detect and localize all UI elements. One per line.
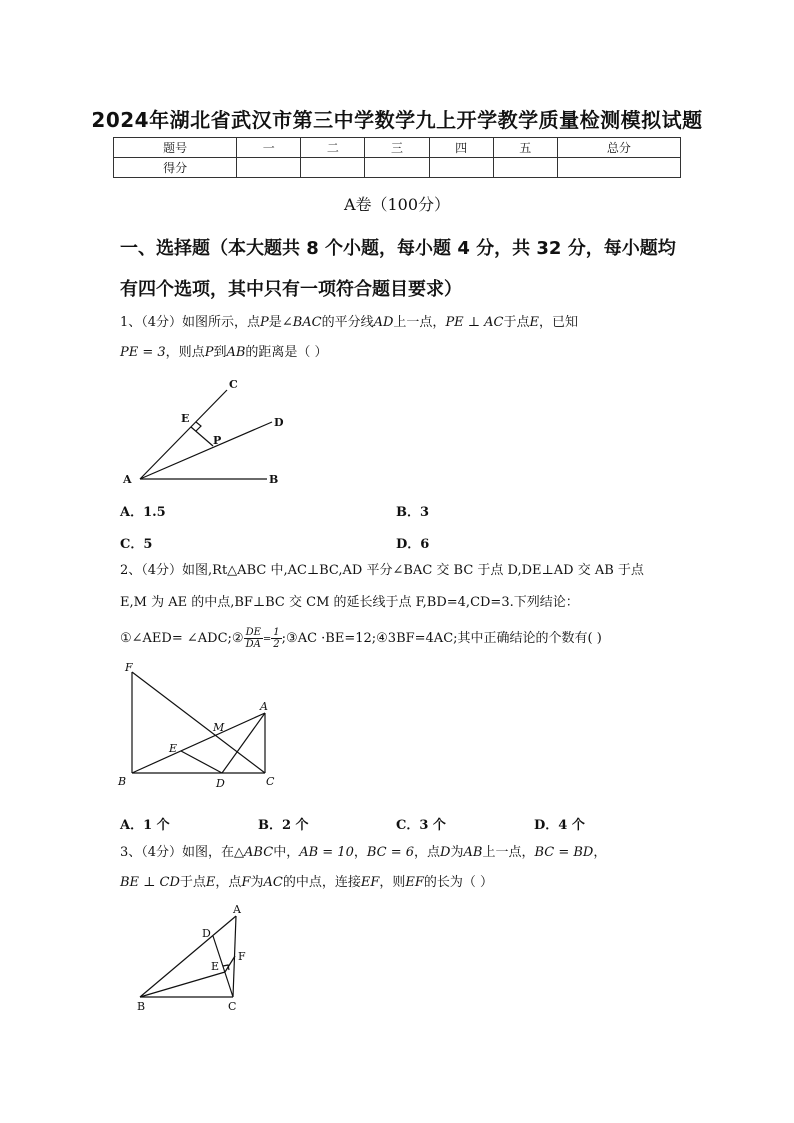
q2-label-e: E [169, 742, 178, 755]
q3-line2: BE ⊥ CD于点E，点F为AC的中点，连接EF，则EF的长为（ ） [120, 875, 494, 890]
q2-label-d: D [216, 777, 225, 790]
q1-line2: PE = 3，则点P到AB的距离是（ ） [120, 345, 328, 360]
q1-label-e: E [181, 412, 190, 425]
q3-label-b: B [137, 1000, 146, 1013]
q2-label-a: A [260, 700, 268, 713]
q2-label-m: M [213, 721, 225, 734]
q3-label-a: A [233, 903, 241, 916]
table-cell: 题号 [114, 138, 237, 158]
q2-option-b[interactable]: B．2 个 [258, 818, 309, 833]
q1-label-p: P [213, 434, 222, 447]
q1-option-d[interactable]: D．6 [396, 537, 430, 552]
q1-label-d: D [274, 416, 284, 429]
q1-label-b: B [269, 473, 279, 486]
q1-option-b[interactable]: B．3 [396, 505, 430, 520]
table-cell: 五 [493, 138, 557, 158]
score-input-cell[interactable] [493, 158, 557, 178]
q3-figure [125, 900, 265, 1018]
q3-label-f: F [238, 950, 246, 963]
q2-option-c[interactable]: C．3 个 [396, 818, 446, 833]
score-input-cell[interactable] [429, 158, 493, 178]
table-row [114, 158, 681, 178]
score-input-cell[interactable] [301, 158, 365, 178]
score-input-cell[interactable] [365, 158, 429, 178]
fraction-half: $\frac{1}{2}$ [273, 627, 280, 650]
score-input-cell[interactable] [557, 158, 680, 178]
q1-label-a: A [123, 473, 132, 486]
q2-figure [115, 660, 285, 792]
q1-label-c: C [229, 378, 238, 391]
q2-label-b: B [118, 775, 127, 788]
q2-label-c: C [266, 775, 275, 788]
q1-option-c[interactable]: C．5 [120, 537, 153, 552]
page-title: 2024年湖北省武汉市第三中学数学九上开学教学质量检测模拟试题 [91, 108, 703, 132]
section-a-title: A卷（100分） [343, 195, 451, 214]
q2-line2: E,M 为 AE 的中点,BF⊥BC 交 CM 的延长线于点 F,BD=4,CD=3.下列结论： [120, 595, 579, 610]
q3-label-d: D [202, 927, 211, 940]
table-row [114, 138, 681, 158]
table-cell: 二 [301, 138, 365, 158]
part1-heading-line1: 一、选择题（本大题共 8 个小题，每小题 4 分，共 32 分，每小题均 [120, 238, 676, 259]
table-cell: 三 [365, 138, 429, 158]
q2-option-a[interactable]: A．1 个 [120, 818, 170, 833]
q2-label-f: F [125, 661, 133, 674]
score-input-cell[interactable] [237, 158, 301, 178]
fraction-de-da: $\frac{DE}{DA}$ [245, 627, 261, 650]
table-cell: 四 [429, 138, 493, 158]
q3-label-c: C [228, 1000, 237, 1013]
q3-label-e: E [211, 960, 220, 973]
table-cell: 一 [237, 138, 301, 158]
q2-line3: ①∠AED= ∠ADC;② $\frac{DE}{DA}$ = $\frac{1}{2}$ ;③AC ·BE=12;④3BF=4AC;其中正确结论的个数有( ) [120, 627, 602, 650]
table-cell: 总分 [557, 138, 680, 158]
q1-option-a[interactable]: A．1.5 [120, 505, 166, 520]
table-cell: 得分 [114, 158, 237, 178]
q2-line1: 2、（4分）如图,Rt△ABC 中,AC⊥BC,AD 平分∠BAC 交 BC 于点 D,DE⊥AD 交 AB 于点 [120, 563, 644, 578]
score-table [113, 137, 681, 178]
q1-figure [115, 372, 295, 492]
q3-line1: 3、（4分）如图，在△ABC中，AB = 10，BC = 6，点D为AB上一点，BC = BD， [120, 845, 607, 860]
q2-option-d[interactable]: D．4 个 [534, 818, 585, 833]
part1-heading-line2: 有四个选项，其中只有一项符合题目要求） [120, 279, 462, 300]
q1-line1: 1、（4分）如图所示，点P是∠BAC的平分线AD上一点，PE ⊥ AC于点E，已知 [120, 315, 579, 330]
